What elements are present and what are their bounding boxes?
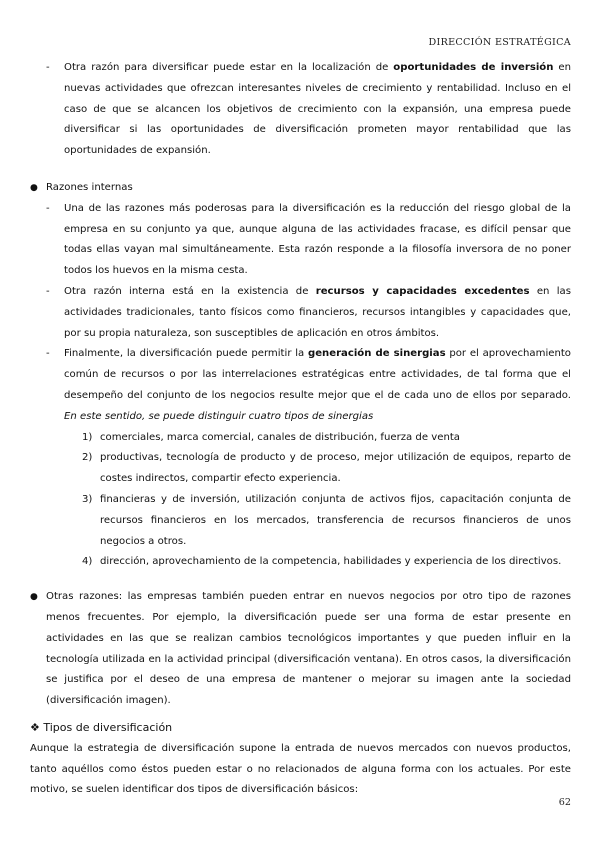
diamond-marker-icon: ❖ xyxy=(30,720,40,734)
list-item xyxy=(30,199,571,282)
list-item xyxy=(30,178,571,199)
list-heading: Razones internas xyxy=(46,181,133,193)
paragraph: Finalmente, la diversificación puede permitir la generación de sinergias por el aprovechamiento común de recursos o por las interrelaciones estratégicas entre actividades, de tal forma que el desempeño del conjunto de los negocios resulte mejor que el de cada uno de ellos por separado. En este sentido, se puede distinguir cuatro tipos de sinergias xyxy=(64,348,571,422)
bold-term: oportunidades de inversión xyxy=(393,62,554,73)
paragraph: financieras y de inversión, utilización conjunta de activos fijos, capacitación conjunta de recursos financieros en los mercados, transferencia de recursos financieros de unos negocios a otros. xyxy=(100,493,571,547)
paragraph: Otras razones: las empresas también pueden entrar en nuevos negocios por otro tipo de razones menos frecuentes. Por ejemplo, la diversificación puede ser una forma de estar presente en actividades en las que se realizan cambios tecnológicos importantes y que pueden influir en la tecnología utilizada en la actividad principal (diversificación ventana). En otros casos, la diversificación se justifica por el deseo de una empresa de mantener o mejorar su imagen ante la sociedad (diversificación imagen). xyxy=(46,591,571,707)
list-item xyxy=(30,282,571,344)
item-number: 2) xyxy=(82,452,93,464)
list-item xyxy=(30,587,571,712)
bold-term: generación de sinergias xyxy=(307,348,446,360)
paragraph: Aunque la estrategia de diversificación supone la entrada de nuevos mercados con nuevos productos, tanto aquéllos como éstos pueden estar o no relacionados de alguna forma con los actuales. Por este motivo, se suelen identificar dos tipos de diversificación básicos: xyxy=(30,742,571,796)
item-number: 3) xyxy=(82,493,93,505)
dash-marker: - xyxy=(46,348,50,360)
list-item xyxy=(30,58,571,162)
dash-marker: - xyxy=(46,202,50,214)
italic-text: En este sentido, se puede distinguir cuatro tipos de sinergias xyxy=(64,410,374,422)
numbered-item xyxy=(30,552,571,573)
paragraph: productivas, tecnología de producto y de proceso, mejor utilización de equipos, reparto de costes indirectos, compartir efecto experiencia. xyxy=(100,452,571,485)
paragraph: Otra razón para diversificar puede estar en la localización de oportunidades de inversión en nuevas actividades que ofrezcan interesantes niveles de crecimiento y rentabilidad. Incluso en el caso de que se alcancen los objetivos de crecimiento con la expansión, una empresa puede diversificar si las oportunidades de diversificación prometen mayor rentabilidad que las oportunidades de expansión. xyxy=(64,62,571,157)
dash-marker: - xyxy=(46,62,50,73)
item-number: 1) xyxy=(82,431,93,443)
dash-marker: - xyxy=(46,285,50,297)
item-number: 4) xyxy=(82,556,93,568)
page-number: 62 xyxy=(558,797,571,808)
bold-term: recursos y capacidades excedentes xyxy=(315,285,530,297)
bullet-marker: ● xyxy=(30,592,38,603)
list-item xyxy=(30,344,571,427)
bullet-marker: ● xyxy=(30,182,38,193)
section-heading: ❖ Tipos de diversificación xyxy=(30,720,173,734)
numbered-item xyxy=(30,428,571,449)
numbered-item xyxy=(30,490,571,552)
numbered-item xyxy=(30,448,571,490)
paragraph: dirección, aprovechamiento de la competencia, habilidades y experiencia de los directivos. xyxy=(100,556,562,568)
paragraph: Una de las razones más poderosas para la diversificación es la reducción del riesgo global de la empresa en su conjunto ya que, aunque alguna de las actividades fracase, es difícil pensar que todas ellas vayan mal simultáneamente. Esta razón responde a la filosofía inversora de no poner todos los huevos en la misma cesta. xyxy=(64,202,571,277)
paragraph: comerciales, marca comercial, canales de distribución, fuerza de venta xyxy=(100,431,460,443)
running-header: DIRECCIÓN ESTRATÉGICA xyxy=(428,37,571,48)
paragraph: Otra razón interna está en la existencia de recursos y capacidades excedentes en las actividades tradicionales, tanto físicos como financieros, recursos intangibles y capacidades que, por su propia naturaleza, son susceptibles de aplicación en otros ámbitos. xyxy=(64,285,571,339)
page-body xyxy=(30,58,571,801)
